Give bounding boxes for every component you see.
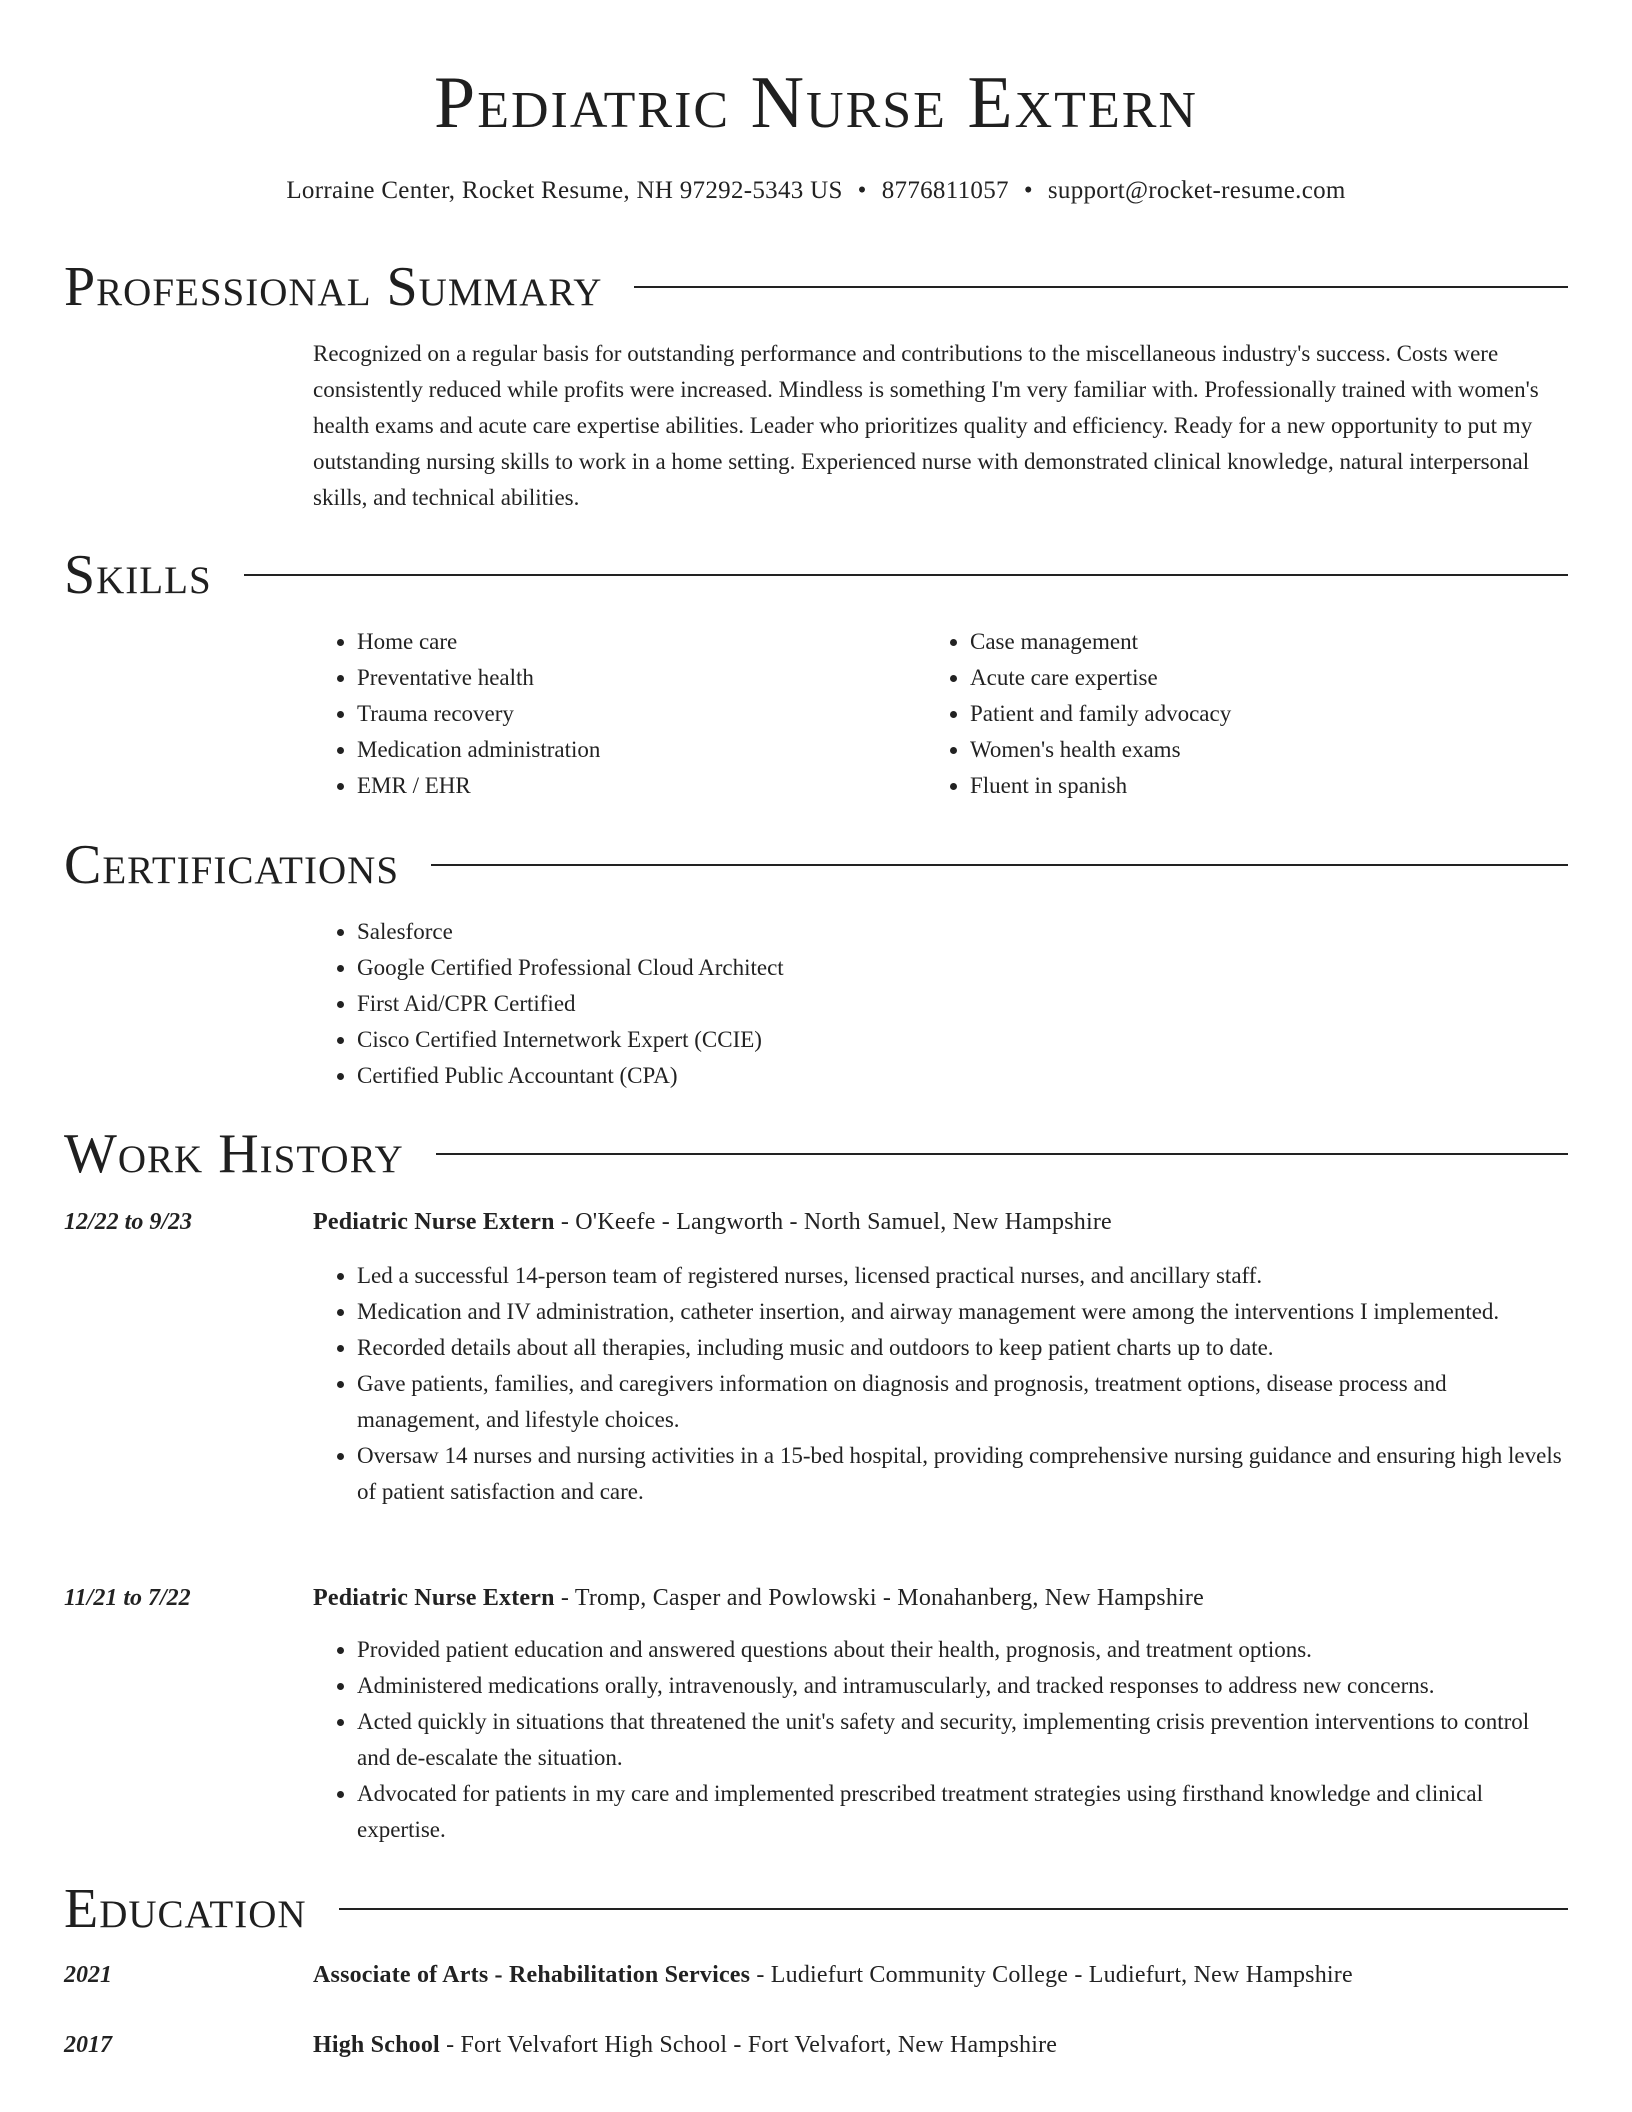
- certification-item: • Cisco Certified Internetwork Expert (CCIE): [357, 1022, 1558, 1058]
- job-employer: - Tromp, Casper and Powlowski - Monahanberg, New Hampshire: [554, 1585, 1204, 1611]
- job-bullet: • Acted quickly in situations that threatened the unit's safety and security, implementing crisis prevention interventions to control and de-escalate the situation.: [357, 1704, 1568, 1776]
- section-title: Education: [64, 1878, 307, 1940]
- education-entry: [313, 1957, 1563, 1993]
- job-bullet: • Administered medications orally, intravenously, and intramuscularly, and tracked responses to address new concerns.: [357, 1668, 1568, 1704]
- skill-item: • Medication administration: [357, 732, 913, 768]
- summary-section-header: [64, 252, 1568, 322]
- job-bullet: • Oversaw 14 nurses and nursing activities in a 15-bed hospital, providing comprehensive nursing guidance and ensuring high levels of patient satisfaction and care.: [357, 1438, 1568, 1510]
- section-divider: [431, 864, 1568, 866]
- education-year: 2017: [64, 2032, 112, 2058]
- skill-item: • Case management: [970, 624, 1526, 660]
- education-school: - Ludiefurt Community College - Ludiefurt, New Hampshire: [750, 1962, 1353, 1988]
- skill-item: • Acute care expertise: [970, 660, 1526, 696]
- section-divider: [634, 286, 1568, 288]
- job-bullets: [313, 1258, 1568, 1510]
- skill-item: • Home care: [357, 624, 913, 660]
- job-dates: 11/21 to 7/22: [64, 1585, 191, 1611]
- education-degree: Associate of Arts - Rehabilitation Services: [313, 1962, 751, 1988]
- job-title: Pediatric Nurse Extern: [313, 1585, 555, 1611]
- job-heading: [313, 1580, 1563, 1616]
- job-bullet: • Led a successful 14-person team of registered nurses, licensed practical nurses, and ancillary staff.: [357, 1258, 1568, 1294]
- skill-item: • Preventative health: [357, 660, 913, 696]
- skills-section-header: [64, 540, 1568, 610]
- section-title: Certifications: [64, 834, 400, 896]
- section-title: Professional Summary: [64, 256, 603, 318]
- section-divider: [244, 574, 1568, 576]
- contact-separator: •: [857, 177, 867, 204]
- certification-item: • First Aid/CPR Certified: [357, 986, 1558, 1022]
- skill-item: • Women's health exams: [970, 732, 1526, 768]
- certification-item: • Salesforce: [357, 914, 1558, 950]
- section-divider: [436, 1153, 1568, 1155]
- job-bullets: [313, 1632, 1568, 1848]
- contact-email[interactable]: support@rocket-resume.com: [1047, 177, 1346, 204]
- certifications-list: [313, 914, 1558, 1094]
- work-section-header: [64, 1119, 1568, 1189]
- certification-item: • Certified Public Accountant (CPA): [357, 1058, 1558, 1094]
- skills-right-column: [926, 624, 1526, 804]
- contact-separator: •: [1023, 177, 1033, 204]
- education-entry: [313, 2027, 1563, 2063]
- section-divider: [339, 1908, 1568, 1910]
- skills-left-column: [313, 624, 913, 804]
- contact-line: [0, 174, 1632, 208]
- contact-phone: 8776811057: [881, 177, 1009, 204]
- skill-item: • Patient and family advocacy: [970, 696, 1526, 732]
- education-degree: High School: [313, 2032, 440, 2058]
- summary-text: Recognized on a regular basis for outstanding performance and contributions to the miscellaneous industry's success. Costs were consistently reduced while profits were increased. Mindless is something I'm very familiar with. Professionally trained with women's health exams and acute care expertise abilities. Leader who prioritizes quality and efficiency. Ready for a new opportunity to put my outstanding nursing skills to work in a home setting. Experienced nurse with demonstrated clinical knowledge, natural interpersonal skills, and technical abilities.: [313, 341, 1539, 510]
- certification-item: • Google Certified Professional Cloud Architect: [357, 950, 1558, 986]
- skill-item: • Trauma recovery: [357, 696, 913, 732]
- candidate-name: Pediatric Nurse Extern: [434, 62, 1198, 144]
- job-bullet: • Gave patients, families, and caregivers information on diagnosis and prognosis, treatment options, disease process and management, and lifestyle choices.: [357, 1366, 1568, 1438]
- skill-item: • Fluent in spanish: [970, 768, 1526, 804]
- job-dates: 12/22 to 9/23: [64, 1209, 193, 1235]
- section-title: Skills: [64, 544, 212, 606]
- job-bullet: • Provided patient education and answered questions about their health, prognosis, and treatment options.: [357, 1632, 1568, 1668]
- contact-address: Lorraine Center, Rocket Resume, NH 97292-5343 US: [286, 177, 843, 204]
- section-title: Work History: [64, 1123, 404, 1185]
- job-bullet: • Advocated for patients in my care and implemented prescribed treatment strategies using firsthand knowledge and clinical expertise.: [357, 1776, 1568, 1848]
- job-heading: [313, 1204, 1563, 1240]
- education-section-header: [64, 1874, 1568, 1944]
- job-title: Pediatric Nurse Extern: [313, 1209, 555, 1235]
- education-year: 2021: [64, 1962, 112, 1988]
- job-bullet: • Recorded details about all therapies, including music and outdoors to keep patient charts up to date.: [357, 1330, 1568, 1366]
- certifications-section-header: [64, 830, 1568, 900]
- education-school: - Fort Velvafort High School - Fort Velvafort, New Hampshire: [439, 2032, 1058, 2058]
- job-bullet: • Medication and IV administration, catheter insertion, and airway management were among the interventions I implemented.: [357, 1294, 1568, 1330]
- job-employer: - O'Keefe - Langworth - North Samuel, New Hampshire: [554, 1209, 1112, 1235]
- skill-item: • EMR / EHR: [357, 768, 913, 804]
